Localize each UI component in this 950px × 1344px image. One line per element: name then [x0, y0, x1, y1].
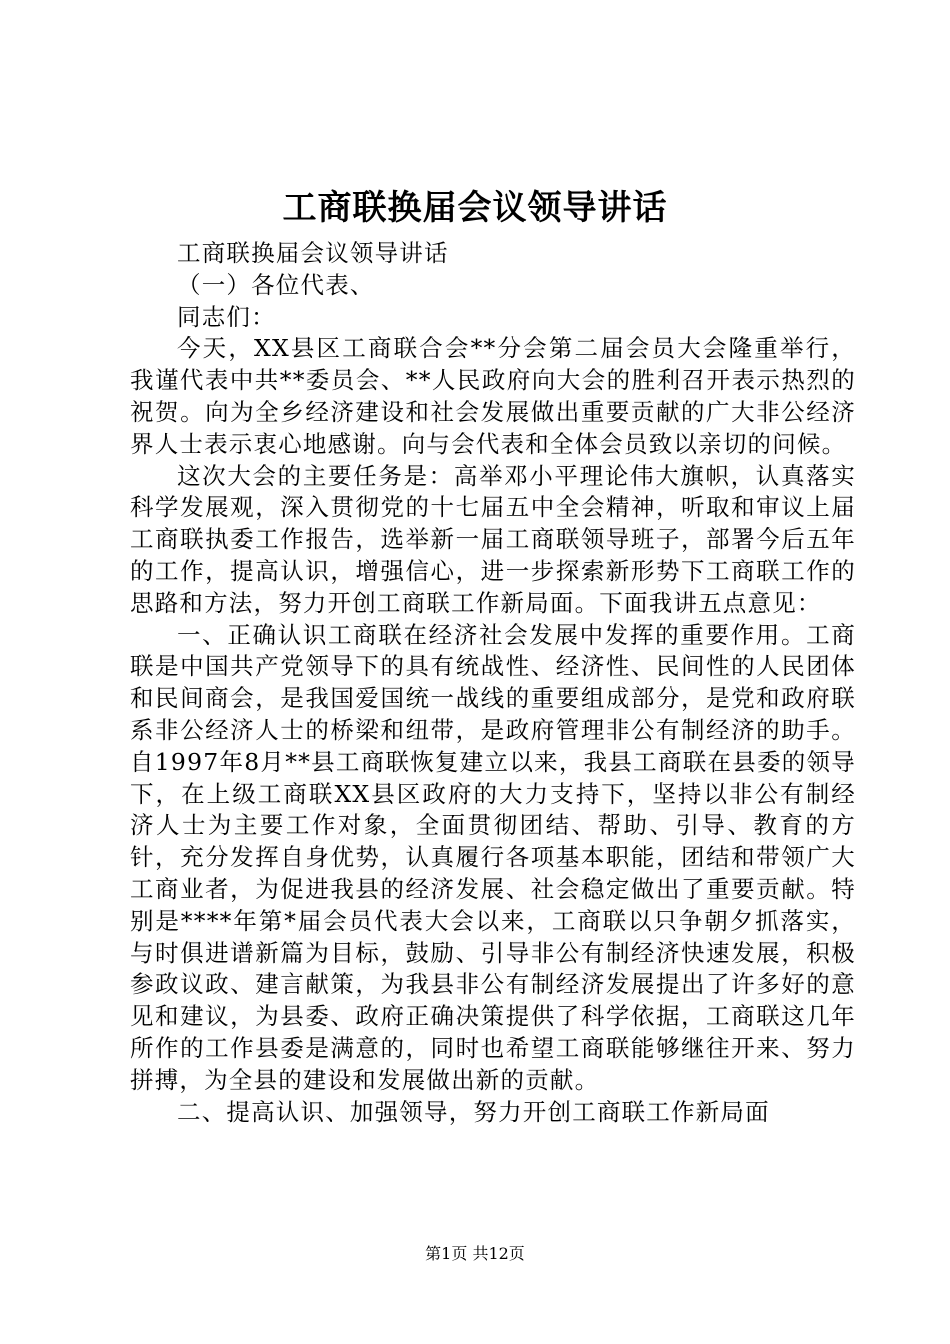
paragraph-subtitle: 工商联换届会议领导讲话 — [177, 239, 449, 267]
paragraph-opening: 今天，XX县区工商联合会**分会第二届会员大会隆重举行，我谨代表中共**委员会、**人民政府向大会的胜利召开表示热烈的祝贺。向为全乡经济建设和社会发展做出重要贡献的广大非公经济界人士表示衷心地感谢。向与会代表和全体会员致以亲切的问候。 — [130, 334, 856, 458]
paragraph-point-one: 一、正确认识工商联在经济社会发展中发挥的重要作用。工商联是中国共产党领导下的具有统战性、经济性、民间性的人民团体和民间商会，是我国爱国统一战线的重要组成部分，是党和政府联系非公经济人士的桥梁和纽带，是政府管理非公有制经济的助手。自1997年8月**县工商联恢复建立以来，我县工商联在县委的领导下，在上级工商联XX县区政府的大力支持下，坚持以非公有制经济人士为主要工作对象，全面贯彻团结、帮助、引导、教育的方针，充分发挥自身优势，认真履行各项基本职能，团结和带领广大工商业者，为促进我县的经济发展、社会稳定做出了重要贡献。特别是****年第*届会员代表大会以来，工商联以只争朝夕抓落实，与时俱进谱新篇为目标，鼓励、引导非公有制经济快速发展，积极参政议政、建言献策，为我县非公有制经济发展提出了许多好的意见和建议，为县委、政府正确决策提供了科学依据，工商联这几年所作的工作县委是满意的，同时也希望工商联能够继往开来、努力拼搏，为全县的建设和发展做出新的贡献。 — [130, 620, 856, 1094]
document-body — [130, 238, 856, 1128]
document-title: 工商联换届会议领导讲话 — [282, 188, 668, 228]
paragraph-salutation-2: 同志们： — [177, 302, 276, 331]
page-footer: 第1页 共12页 — [425, 1244, 525, 1263]
paragraph-salutation-1: （一）各位代表、 — [177, 270, 375, 299]
paragraph-point-two: 二、提高认识、加强领导，努力开创工商联工作新局面 — [177, 1097, 770, 1126]
paragraph-main-tasks: 这次大会的主要任务是：高举邓小平理论伟大旗帜，认真落实科学发展观，深入贯彻党的十七届五中全会精神，听取和审议上届工商联执委工作报告，选举新一届工商联领导班子，部署今后五年的工作，提高认识，增强信心，进一步探索新形势下工商联工作的思路和方法，努力开创工商联工作新局面。下面我讲五点意见： — [130, 461, 856, 617]
